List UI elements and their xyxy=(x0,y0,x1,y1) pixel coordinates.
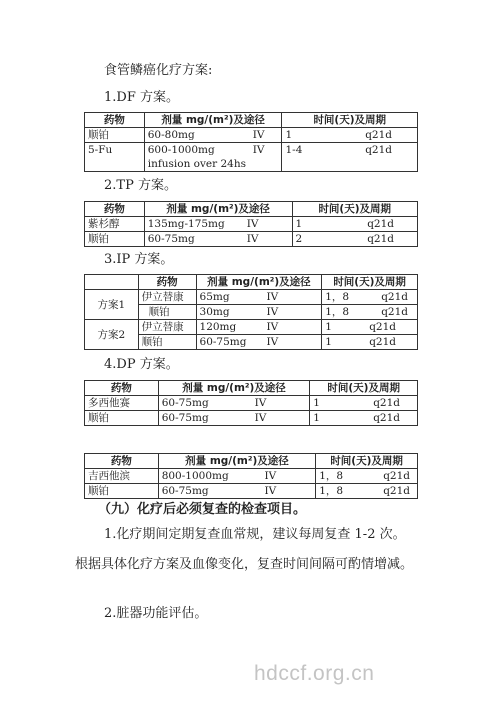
route-value: IV xyxy=(264,470,277,482)
table-row xyxy=(85,290,418,305)
table-row xyxy=(85,469,418,484)
drug-cell: 顺铂 xyxy=(138,305,196,320)
dose-cell xyxy=(196,305,322,320)
table-header-row xyxy=(85,113,418,128)
df-table xyxy=(84,112,418,172)
route-value: IV xyxy=(254,397,267,409)
scheme-cell: 方案1 xyxy=(85,290,139,320)
days-value: 1，8 xyxy=(325,306,350,318)
df-heading: 1.DF 方案。 xyxy=(104,90,179,105)
tp-heading: 2.TP 方案。 xyxy=(104,178,177,193)
dose-cell xyxy=(158,484,316,499)
time-cell xyxy=(322,320,418,335)
route-value: IV xyxy=(266,321,279,333)
gp-table xyxy=(84,453,418,499)
time-cell xyxy=(310,411,418,426)
days-value: 1，8 xyxy=(325,291,350,303)
time-cell xyxy=(292,217,418,232)
scheme-cell: 方案2 xyxy=(85,320,139,350)
table-row xyxy=(85,411,418,426)
dose-value: 60-75mg xyxy=(161,397,209,409)
dose-cell xyxy=(196,290,322,305)
dose-cell xyxy=(158,469,316,484)
dose-value: 30mg xyxy=(199,306,230,318)
time-cell xyxy=(292,232,418,247)
cycle-value: q21d xyxy=(373,412,400,424)
table-header-row xyxy=(85,275,418,290)
days-value: 1 xyxy=(295,218,303,230)
route-value: IV xyxy=(246,218,259,230)
header-scheme xyxy=(85,275,139,290)
dose-value: 60-80mg xyxy=(147,129,195,141)
time-cell xyxy=(322,290,418,305)
drug-cell: 伊立替康 xyxy=(138,290,196,305)
dp-heading: 4.DP 方案。 xyxy=(104,357,179,372)
drug-cell: 紫杉醇 xyxy=(85,217,145,232)
dose-cell xyxy=(144,128,282,143)
table-row xyxy=(85,484,418,499)
table-row xyxy=(85,320,418,335)
ip-heading: 3.IP 方案。 xyxy=(104,252,174,267)
drug-cell: 顺铂 xyxy=(85,128,145,143)
dose-value: 135mg-175mg xyxy=(147,218,225,230)
dp-table xyxy=(84,380,418,426)
route-value: IV xyxy=(252,129,265,141)
table-header-row xyxy=(85,202,418,217)
dose-cell xyxy=(196,335,322,350)
days-value: 1 xyxy=(325,336,332,348)
drug-cell: 5-Fu xyxy=(85,143,145,172)
table-row xyxy=(85,217,418,232)
days-value: 1，8 xyxy=(319,485,344,497)
cycle-value: q21d xyxy=(365,144,392,156)
header-time: 时间(天)及周期 xyxy=(282,113,418,128)
days-value: 2 xyxy=(295,233,303,245)
cycle-value: q21d xyxy=(381,291,408,303)
table-row xyxy=(85,232,418,247)
route-value: IV xyxy=(266,336,279,348)
cycle-value: q21d xyxy=(367,233,394,245)
table-row xyxy=(85,396,418,411)
header-drug: 药物 xyxy=(138,275,196,290)
dose-value: 60-75mg xyxy=(199,336,247,348)
paragraph-interval: 根据具体化疗方案及血像变化，复查时间间隔可酌情增减。 xyxy=(75,557,414,572)
time-cell xyxy=(316,469,418,484)
table-row xyxy=(85,128,418,143)
route-value: IV xyxy=(266,291,279,303)
watermark: hdccf.org.cn xyxy=(254,662,375,685)
route-value: IV xyxy=(252,144,265,156)
dose-value: 60-75mg xyxy=(161,412,209,424)
days-value: 1-4 xyxy=(285,144,303,156)
dose-value: 65mg xyxy=(199,291,230,303)
header-time: 时间(天)及周期 xyxy=(322,275,418,290)
time-cell xyxy=(282,128,418,143)
days-value: 1 xyxy=(285,129,293,141)
days-value: 1 xyxy=(313,397,320,409)
cycle-value: q21d xyxy=(369,336,396,348)
header-drug: 药物 xyxy=(85,454,159,469)
drug-cell: 伊立替康 xyxy=(138,320,196,335)
header-drug: 药物 xyxy=(85,381,159,396)
header-dose: 剂量 mg/(m²)及途径 xyxy=(158,381,310,396)
drug-cell: 顺铂 xyxy=(85,232,145,247)
days-value: 1 xyxy=(325,321,332,333)
dose-cell xyxy=(144,217,292,232)
cycle-value: q21d xyxy=(369,321,396,333)
cycle-value: q21d xyxy=(373,397,400,409)
route-value: IV xyxy=(264,485,277,497)
header-time: 时间(天)及周期 xyxy=(310,381,418,396)
dose-value: 60-75mg xyxy=(147,233,195,245)
drug-cell: 吉西他滨 xyxy=(85,469,159,484)
dose-cell xyxy=(144,143,282,172)
header-time: 时间(天)及周期 xyxy=(316,454,418,469)
table-header-row xyxy=(85,454,418,469)
dose-cell xyxy=(144,232,292,247)
days-value: 1 xyxy=(313,412,320,424)
paragraph-organ-function: 2.脏器功能评估。 xyxy=(104,606,208,621)
header-dose: 剂量 mg/(m²)及途径 xyxy=(158,454,316,469)
cycle-value: q21d xyxy=(383,470,410,482)
time-cell xyxy=(322,305,418,320)
dose-value: 120mg xyxy=(199,321,237,333)
section-title: 食管鳞癌化疗方案: xyxy=(104,63,213,78)
header-drug: 药物 xyxy=(85,113,145,128)
cycle-value: q21d xyxy=(367,218,394,230)
tp-table xyxy=(84,201,418,247)
paragraph-blood-test: 1.化疗期间定期复查血常规，建议每周复查 1-2 次。 xyxy=(104,527,406,542)
route-value: IV xyxy=(254,412,267,424)
route-value: IV xyxy=(266,306,279,318)
time-cell xyxy=(322,335,418,350)
cycle-value: q21d xyxy=(381,306,408,318)
infusion-note: infusion over 24hs xyxy=(147,158,247,170)
drug-cell: 顺铂 xyxy=(138,335,196,350)
cycle-value: q21d xyxy=(383,485,410,497)
time-cell xyxy=(310,396,418,411)
dose-value: 60-75mg xyxy=(161,485,209,497)
cycle-value: q21d xyxy=(365,129,392,141)
table-row xyxy=(85,143,418,172)
time-cell xyxy=(316,484,418,499)
ip-table xyxy=(84,274,418,350)
followup-heading: （九）化疗后必须复查的检查项目。 xyxy=(98,502,307,517)
drug-cell: 多西他赛 xyxy=(85,396,159,411)
dose-value: 600-1000mg xyxy=(147,144,215,156)
dose-cell xyxy=(196,320,322,335)
route-value: IV xyxy=(246,233,259,245)
header-dose: 剂量 mg/(m²)及途径 xyxy=(196,275,322,290)
table-header-row xyxy=(85,381,418,396)
time-cell xyxy=(282,143,418,172)
days-value: 1，8 xyxy=(319,470,344,482)
dose-cell xyxy=(158,396,310,411)
header-drug: 药物 xyxy=(85,202,145,217)
drug-cell: 顺铂 xyxy=(85,411,159,426)
dose-cell xyxy=(158,411,310,426)
header-dose: 剂量 mg/(m²)及途径 xyxy=(144,113,282,128)
header-time: 时间(天)及周期 xyxy=(292,202,418,217)
header-dose: 剂量 mg/(m²)及途径 xyxy=(144,202,292,217)
dose-value: 800-1000mg xyxy=(161,470,229,482)
drug-cell: 顺铂 xyxy=(85,484,159,499)
